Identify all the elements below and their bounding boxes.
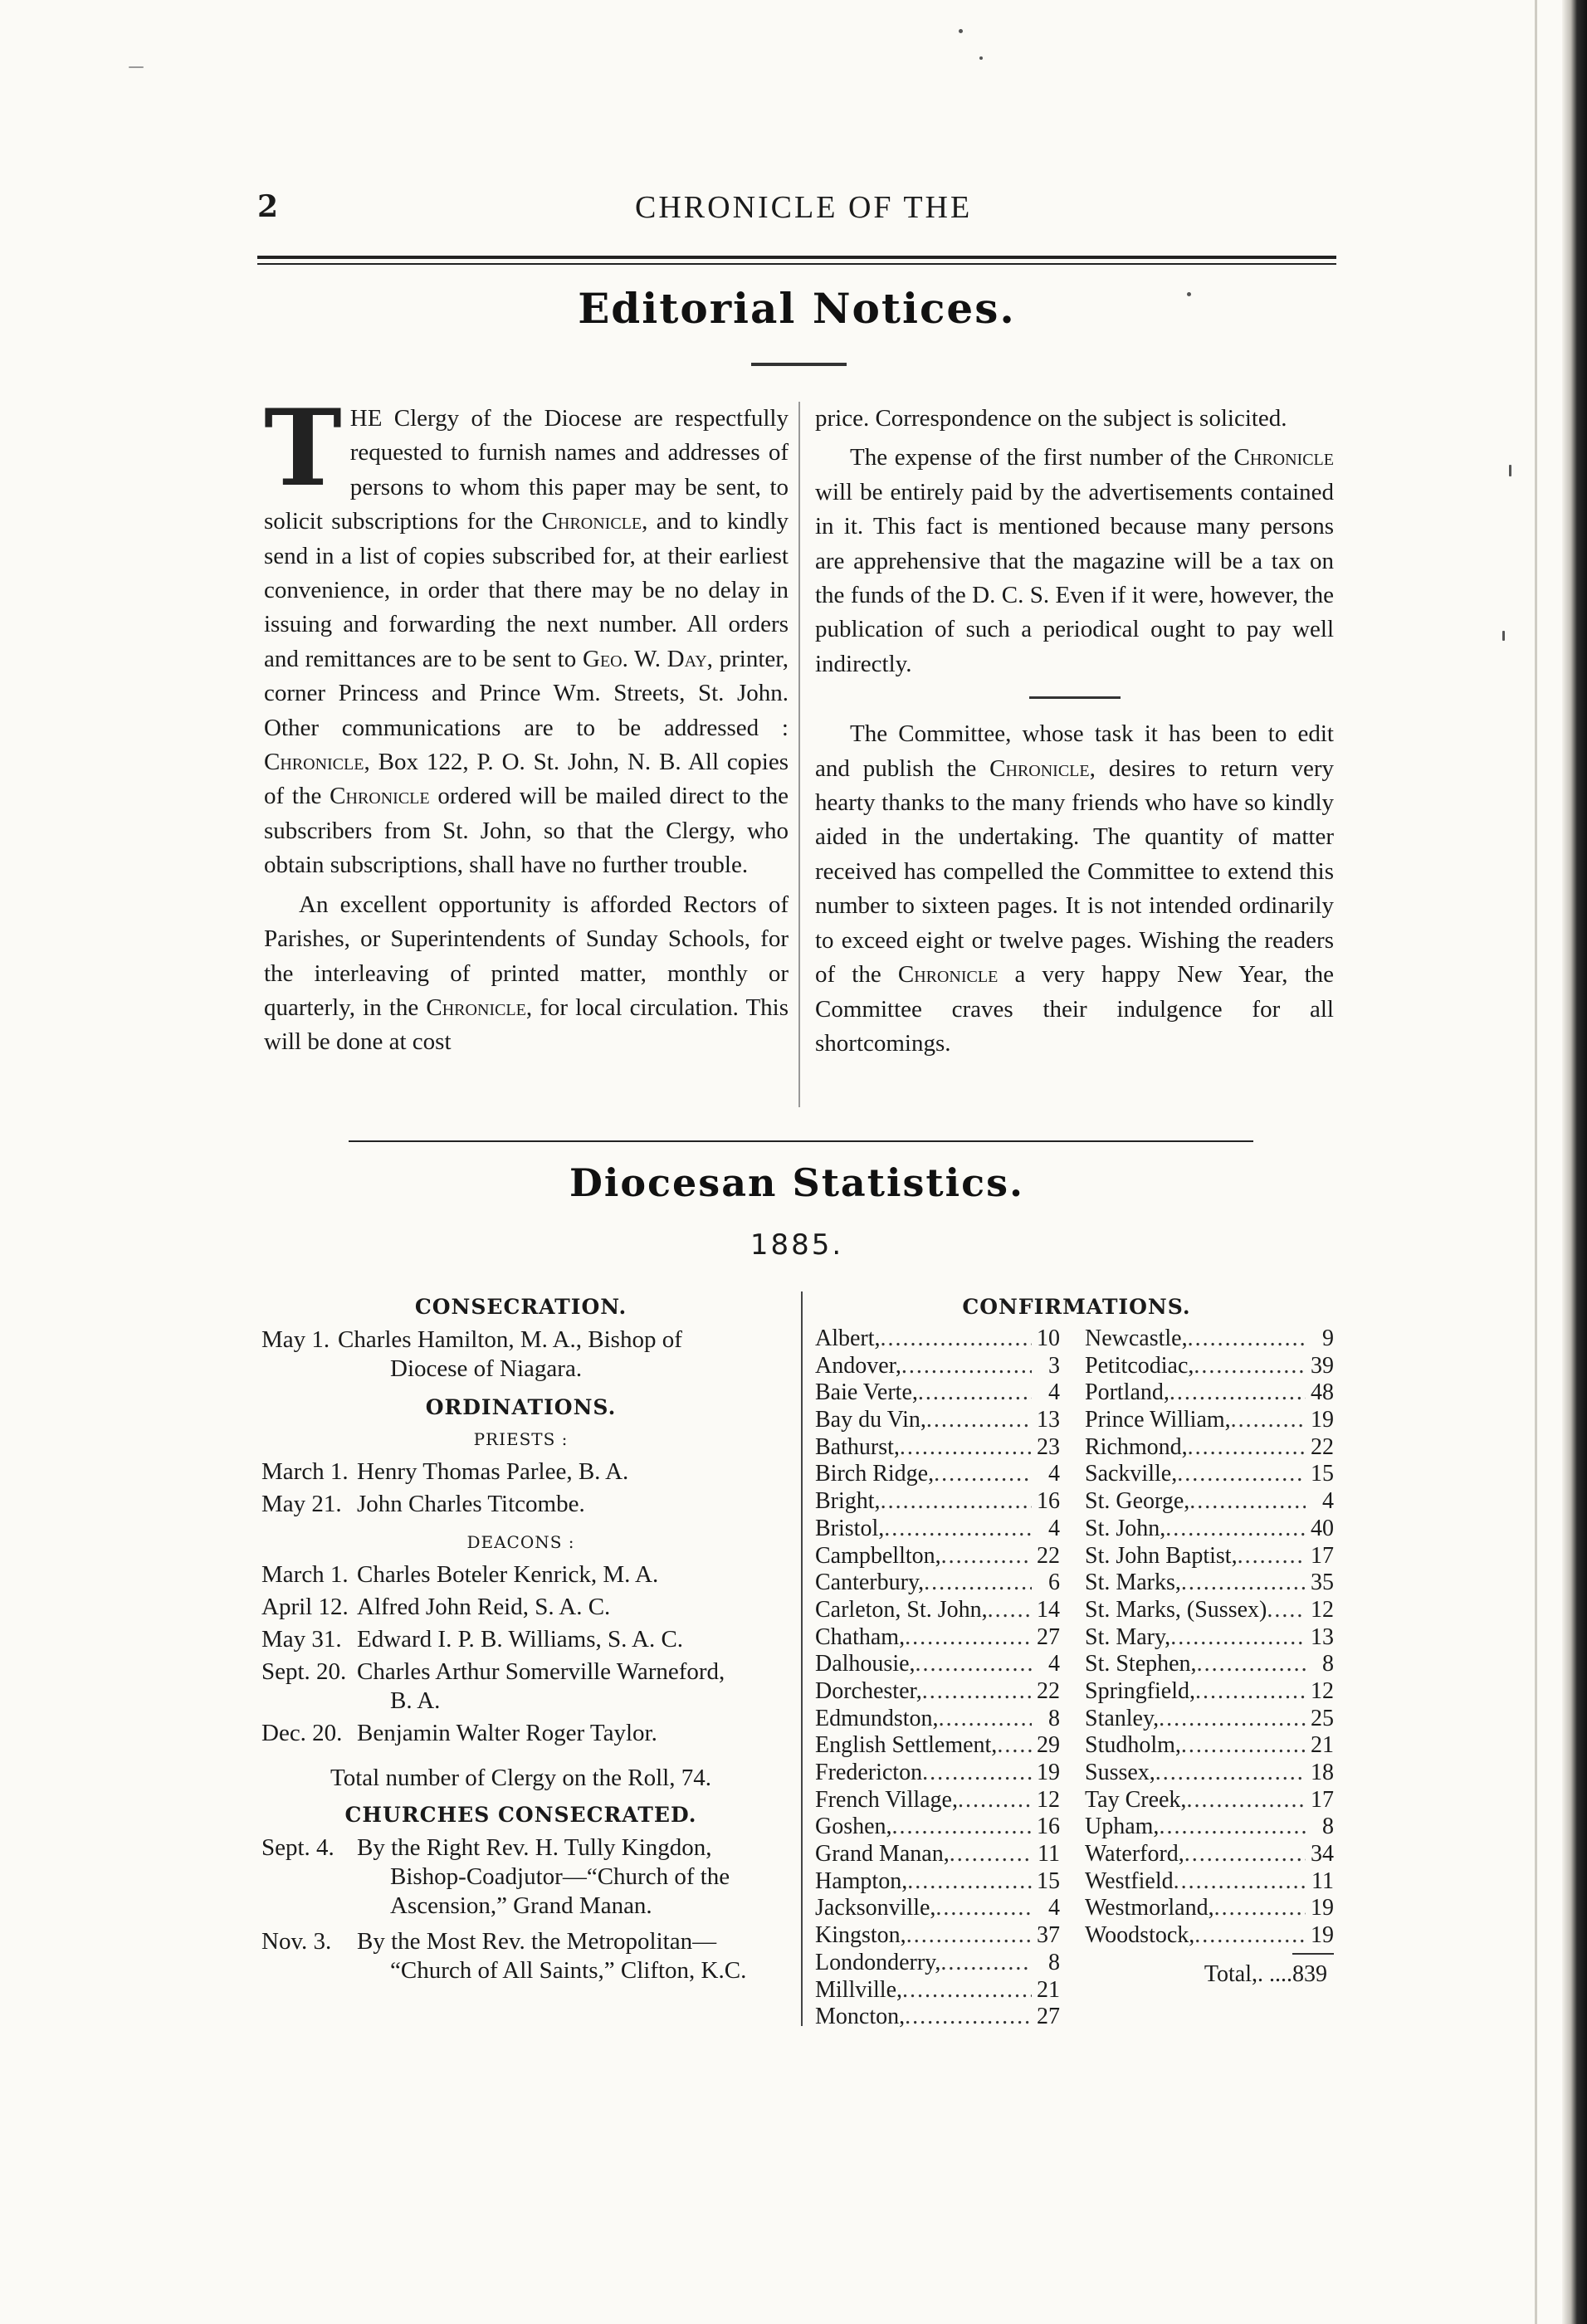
dot-leader [892,1814,1032,1841]
table-row [815,1624,1060,1652]
parish-name: Prince William, [1085,1407,1231,1433]
confirmation-count: 6 [1048,1570,1060,1596]
parish-name: Campbellton, [815,1542,941,1569]
table-row [815,1678,1060,1706]
table-row [1085,1760,1334,1787]
confirmation-count: 4 [1048,1379,1060,1406]
dot-leader [905,2004,1032,2031]
table-row [1085,1379,1334,1407]
print-speck [1502,631,1505,641]
parish-name: Tay Creek, [1085,1786,1187,1813]
table-row [1085,1868,1334,1896]
confirmation-count: 27 [1037,2004,1060,2030]
table-row [815,1516,1060,1543]
parish-name: Upham, [1085,1814,1160,1840]
table-row [815,1868,1060,1896]
dot-leader [935,1895,1032,1922]
confirmation-count: 19 [1311,1895,1334,1921]
dot-leader [916,1651,1032,1678]
table-row [815,1950,1060,1977]
dot-leader [922,1678,1032,1706]
dot-leader [907,1868,1032,1896]
list-item: Sept. 20. Charles Arthur Somerville Warneford, B. A. [261,1658,725,1714]
confirmation-count: 8 [1048,1949,1060,1975]
dot-leader [922,1760,1032,1787]
table-row [1085,1841,1334,1868]
table-row [815,2004,1060,2031]
print-speck [1509,465,1511,476]
confirmation-count: 4 [1048,1651,1060,1677]
parish-name: St. John Baptist, [1085,1542,1238,1569]
confirmations-heading: CONFIRMATIONS. [962,1295,1191,1319]
dot-leader [1189,1488,1306,1516]
confirmation-count: 11 [1311,1868,1334,1894]
dot-leader [940,1950,1032,1977]
confirmation-count: 16 [1037,1814,1060,1840]
table-row [815,1597,1060,1624]
parish-name: Newcastle, [1085,1326,1188,1351]
parish-name: Waterford, [1085,1841,1184,1868]
dot-leader [1195,1678,1306,1706]
parish-name: Carleton, St. John, [815,1596,988,1623]
parish-name: English Settlement, [815,1732,998,1759]
consecration-entry: May 1. Charles Hamilton, M. A., Bishop of Diocese of Niagara. [261,1326,682,1382]
parish-name: Bay du Vin, [815,1407,926,1433]
confirmation-count: 4 [1048,1515,1060,1541]
confirmation-count: 13 [1037,1407,1060,1433]
confirmation-count: 21 [1037,1976,1060,2003]
header-rule-thin [257,263,1336,265]
editorial-para-1: HE Clergy of the Diocese are respectfully requested to furnish names and addresses of persons to whom this paper may be sent, to solicit subscriptions for the Chronicle, and to kindly send in a list of copies subscribed for, at their earliest convenience, in order that there may be no delay in issuing and forwarding the next number. All orders and remittances are to be sent to Geo. W. Day, printer, corner Princess and Prince Wm. Streets, St. John. Other communications are to be addressed : Chronicle, Box 122, P. O. St. John, N. B. All copies of the Chronicle ordered will be mailed direct to the subscribers from St. John, so that the Clergy, who obtain subscriptions, shall have no further trouble. [264,405,789,879]
confirmation-count: 19 [1311,1922,1334,1949]
statistics-left-column [261,1295,780,1989]
parish-name: Bristol, [815,1515,885,1541]
dot-leader [1214,1895,1306,1922]
parish-name: Sussex, [1085,1760,1155,1785]
parish-name: French Village, [815,1786,958,1813]
table-row [815,1353,1060,1380]
dot-leader [1188,1326,1306,1353]
total-rule [1292,1953,1334,1955]
dot-leader [1181,1570,1306,1597]
table-row [815,1407,1060,1434]
dot-leader [884,1516,1032,1543]
confirmation-count: 40 [1311,1515,1334,1541]
page-edge-line [1535,0,1537,2324]
table-row [815,1570,1060,1597]
dot-leader [1188,1434,1306,1462]
parish-name: Stanley, [1085,1705,1160,1731]
confirmation-count: 9 [1322,1326,1334,1351]
dot-leader [950,1841,1032,1868]
total-clergy: Total number of Clergy on the Roll, 74. [330,1765,711,1791]
dot-leader [997,1732,1032,1760]
dot-leader [1194,1922,1306,1950]
table-row [1085,1787,1334,1814]
dot-leader [1197,1651,1306,1678]
priests-heading: PRIESTS : [473,1429,569,1449]
dot-leader [1177,1461,1306,1488]
table-row [1085,1732,1334,1760]
table-row [1085,1543,1334,1570]
parish-name: Springfield, [1085,1677,1195,1704]
dot-leader [1155,1760,1306,1787]
confirmation-count: 12 [1311,1596,1334,1623]
editorial-para-4: The expense of the first number of the Chronicle will be entirely paid by the advertisements contained in it. This fact is mentioned because many persons are apprehensive that the magazine will be a tax on the funds of the D. C. S. Even if it were, however, the publication of such a periodical ought to pay well indirectly. [815,444,1334,677]
confirmation-count: 3 [1048,1352,1060,1379]
parish-name: Portland, [1085,1379,1169,1406]
dot-leader [906,1922,1032,1950]
confirmation-count: 22 [1311,1433,1334,1460]
confirmation-count: 22 [1037,1677,1060,1704]
section-rule [349,1140,1253,1142]
dot-leader [1174,1868,1306,1896]
page-number: 2 [257,189,279,224]
priests-list [261,1457,780,1519]
table-row [815,1379,1060,1407]
table-row [815,1760,1060,1787]
parish-name: St. Marks, (Sussex) [1085,1596,1267,1623]
statistics-year: 1885. [750,1228,844,1262]
confirmation-count: 19 [1311,1407,1334,1433]
list-item: March 1. Henry Thomas Parlee, B. A. [261,1458,629,1485]
dot-leader [881,1326,1032,1353]
confirmation-count: 17 [1311,1786,1334,1813]
confirmation-count: 12 [1311,1677,1334,1704]
parish-name: Londonderry, [815,1949,941,1975]
dot-leader [1181,1732,1306,1760]
confirmation-count: 14 [1037,1596,1060,1623]
table-row [1085,1678,1334,1706]
confirmations-col-a [815,1326,1060,2031]
confirmations-column [815,1295,1338,2030]
confirmation-count: 4 [1048,1461,1060,1487]
table-row [1085,1814,1334,1841]
dot-leader [1231,1407,1306,1434]
confirmation-count: 37 [1037,1922,1060,1949]
list-item: Dec. 20. Benjamin Walter Roger Taylor. [261,1720,657,1746]
list-item: Nov. 3. By the Most Rev. the Metropolitan— “Church of All Saints,” Clifton, K.C. [261,1928,747,1984]
editorial-para-5: The Committee, whose task it has been to edit and publish the Chronicle, desires to return very hearty thanks to the many friends who have so kindly aided in the undertaking. The quantity of matter received has compelled the Committee to extend this number to sixteen pages. It is not intended ordinarily to exceed eight or twelve pages. Wishing the readers of the Chronicle a very happy New Year, the Committee craves their indulgence for all shortcomings. [815,720,1335,1057]
editorial-right-column [815,402,1334,1061]
confirmation-count: 15 [1311,1461,1334,1487]
churches-heading: CHURCHES CONSECRATED. [344,1803,697,1827]
table-row [815,1488,1060,1516]
confirmation-count: 13 [1311,1623,1334,1650]
parish-name: Andover, [815,1352,901,1379]
table-row [815,1814,1060,1841]
table-row [1085,1706,1334,1733]
list-item: March 1. Charles Boteler Kenrick, M. A. [261,1561,659,1588]
dot-leader [934,1461,1032,1488]
page-edge-shadow [1562,0,1587,2324]
table-row [1085,1407,1334,1434]
dot-leader [1159,1814,1306,1841]
table-row [1085,1353,1334,1380]
table-row [1085,1434,1334,1462]
confirmation-count: 27 [1037,1623,1060,1650]
deacons-list [261,1560,780,1748]
dot-leader [924,1570,1032,1597]
confirmation-count: 22 [1037,1542,1060,1569]
table-row [815,1651,1060,1678]
editorial-title: Editorial Notices. [578,284,1016,333]
table-row [815,1922,1060,1950]
table-row [1085,1570,1334,1597]
editorial-para-2: An excellent opportunity is afforded Rectors of Parishes, or Superintendents of Sunday Schools, for the interleaving of printed matter, monthly or quarterly, in the Chronicle, for local circulation. This will be done at cost [264,891,789,1056]
list-item: Sept. 4. By the Right Rev. H. Tully Kingdon, Bishop-Coadjutor—“Church of the Ascension,” Grand Manan. [261,1834,730,1919]
parish-name: Westfield [1085,1868,1174,1894]
parish-name: Woodstock, [1085,1922,1195,1949]
dot-leader [900,1434,1032,1462]
print-speck [979,56,983,60]
confirmation-count: 12 [1037,1786,1060,1813]
table-row [1085,1516,1334,1543]
confirmation-count: 21 [1311,1732,1334,1759]
confirmation-count: 8 [1322,1651,1334,1677]
parish-name: Moncton, [815,2004,906,2030]
dot-leader [1170,1624,1306,1652]
confirmation-count: 19 [1037,1760,1060,1785]
table-row [1085,1461,1334,1488]
confirmation-count: 18 [1311,1760,1334,1785]
table-row [1085,1624,1334,1652]
table-row [1085,1326,1334,1353]
journal-title: CHRONICLE OF THE [635,190,973,225]
ordinations-heading: ORDINATIONS. [425,1395,617,1419]
parish-name: St. John, [1085,1515,1166,1541]
table-row [1085,1651,1334,1678]
table-row [815,1326,1060,1353]
list-item: April 12. Alfred John Reid, S. A. C. [261,1594,611,1620]
parish-name: Petitcodiac, [1085,1352,1194,1379]
dot-leader [901,1353,1032,1380]
table-row [1085,1488,1334,1516]
table-row [1085,1597,1334,1624]
churches-list [261,1833,780,1985]
parish-name: Dalhousie, [815,1651,916,1677]
confirmation-count: 11 [1038,1841,1060,1868]
confirmation-count: 23 [1037,1433,1060,1460]
list-item: May 31. Edward I. P. B. Williams, S. A. C. [261,1626,684,1653]
parish-name: St. George, [1085,1488,1190,1515]
table-row [815,1977,1060,2004]
parish-name: Canterbury, [815,1570,925,1596]
dot-leader [1169,1379,1306,1407]
dot-leader [988,1597,1032,1624]
confirmation-count: 25 [1311,1705,1334,1731]
table-row [815,1787,1060,1814]
table-row [815,1895,1060,1922]
dot-leader [1159,1706,1306,1733]
confirmations-total: Total,. ....839 [1204,1960,1327,1987]
table-row [815,1434,1060,1462]
confirmation-count: 4 [1322,1488,1334,1515]
dot-leader [941,1543,1032,1570]
statistics-title: Diocesan Statistics. [569,1160,1025,1205]
column-divider [798,402,800,1107]
parish-name: Goshen, [815,1814,892,1840]
parish-name: Kingston, [815,1922,906,1949]
parish-name: Sackville, [1085,1461,1178,1487]
title-underline [751,363,847,366]
confirmation-count: 34 [1311,1841,1334,1868]
parish-name: Studholm, [1085,1732,1181,1759]
table-row [815,1841,1060,1868]
confirmation-count: 29 [1037,1732,1060,1759]
dot-leader [1184,1841,1306,1868]
confirmation-count: 8 [1048,1705,1060,1731]
parish-name: Bright, [815,1488,881,1515]
dot-leader [1238,1543,1306,1570]
confirmation-count: 4 [1048,1895,1060,1921]
parish-name: Bathurst, [815,1433,900,1460]
confirmation-count: 10 [1037,1326,1060,1351]
parish-name: Westmorland, [1085,1895,1214,1921]
dot-leader [958,1787,1032,1814]
dot-leader [1194,1353,1306,1380]
parish-name: Albert, [815,1326,881,1351]
confirmation-count: 48 [1311,1379,1334,1406]
parish-name: Richmond, [1085,1433,1188,1460]
dot-leader [918,1379,1032,1407]
confirmations-col-b [1085,1326,1334,1990]
table-row [815,1706,1060,1733]
parish-name: Edmundston, [815,1705,939,1731]
section-separator-rule [1029,696,1121,699]
list-item: May 21. John Charles Titcombe. [261,1491,585,1517]
table-row [815,1732,1060,1760]
dot-leader [1267,1597,1306,1624]
table-row [1085,1922,1334,1950]
parish-name: St. Marks, [1085,1570,1181,1596]
confirmation-count: 39 [1311,1352,1334,1379]
parish-name: Birch Ridge, [815,1461,935,1487]
deacons-heading: DEACONS : [466,1532,575,1552]
dot-leader [902,1977,1032,2004]
confirmation-count: 8 [1322,1814,1334,1840]
parish-name: Jacksonville, [815,1895,936,1921]
consecration-heading: CONSECRATION. [414,1295,627,1319]
dot-leader [939,1706,1032,1733]
parish-name: Baie Verte, [815,1379,918,1406]
dot-leader [1165,1516,1306,1543]
parish-name: Chatham, [815,1623,906,1650]
parish-name: St. Mary, [1085,1623,1171,1650]
parish-name: Dorchester, [815,1677,922,1704]
editorial-left-column [264,387,789,1060]
table-row [815,1461,1060,1488]
table-row [1085,1895,1334,1922]
parish-name: Grand Manan, [815,1841,950,1868]
print-speck [129,66,144,68]
table-row [815,1543,1060,1570]
parish-name: Hampton, [815,1868,908,1894]
confirmation-count: 15 [1037,1868,1060,1894]
statistics-column-divider [801,1291,803,2026]
dot-leader [881,1488,1032,1516]
dot-leader [1186,1787,1306,1814]
parish-name: Fredericton [815,1760,923,1785]
parish-name: Millville, [815,1976,902,2003]
dot-leader [905,1624,1032,1652]
running-head [257,189,1336,239]
parish-name: St. Stephen, [1085,1651,1197,1677]
confirmation-count: 35 [1311,1570,1334,1596]
header-rule [257,256,1336,259]
dot-leader [926,1407,1032,1434]
confirmation-count: 16 [1037,1488,1060,1515]
confirmation-count: 17 [1311,1542,1334,1569]
editorial-para-3: price. Correspondence on the subject is solicited. [815,405,1287,432]
drop-cap: T [264,387,342,510]
print-speck [959,29,963,33]
